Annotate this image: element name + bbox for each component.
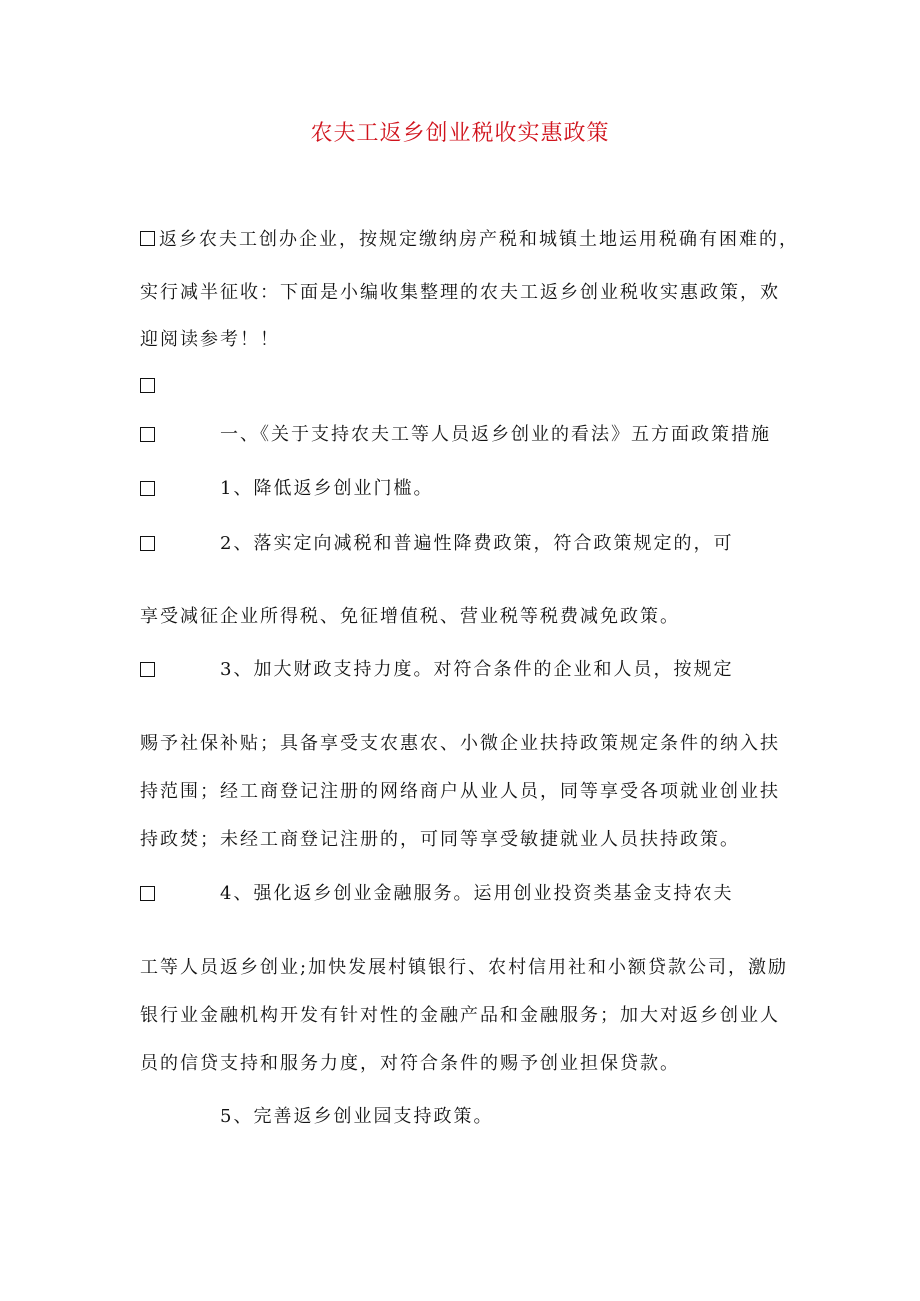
checkbox-glyph: [140, 886, 155, 901]
item-4-line-2: 工等人员返乡创业;加快发展村镇银行、农村信用社和小额贷款公司，激励: [140, 957, 789, 978]
item-3-line-1: 3、加大财政支持力度。对符合条件的企业和人员，按规定: [220, 659, 734, 680]
item-3-line-2: 赐予社保补贴；具备享受支农惠农、小微企业扶持政策规定条件的纳入扶: [140, 733, 780, 754]
checkbox-glyph: [140, 231, 155, 246]
section-heading: 一、《关于支持农夫工等人员返乡创业的看法》五方面政策措施: [220, 424, 771, 445]
item-2-line-1: 2、落实定向减税和普遍性降费政策，符合政策规定的，可: [220, 533, 734, 554]
intro-line-3: 迎阅读参考！！: [140, 329, 280, 350]
item-4-line-4: 员的信贷支持和服务力度，对符合条件的赐予创业担保贷款。: [140, 1053, 680, 1074]
intro-line-1: 返乡农夫工创办企业，按规定缴纳房产税和城镇土地运用税确有困难的，: [140, 227, 799, 253]
document-title: 农夫工返乡创业税收实惠政策: [310, 121, 610, 146]
checkbox-glyph: [140, 481, 155, 496]
item-3-line-3: 持范围；经工商登记注册的网络商户从业人员，同等享受各项就业创业扶: [140, 781, 780, 802]
checkbox-glyph: [140, 427, 155, 442]
checkbox-glyph: [140, 662, 155, 677]
item-5: 5、完善返乡创业园支持政策。: [220, 1106, 494, 1127]
checkbox-glyph: [140, 378, 155, 393]
item-4-line-3: 银行业金融机构开发有针对性的金融产品和金融服务；加大对返乡创业人: [140, 1005, 780, 1026]
item-2-line-2: 享受减征企业所得税、免征增值税、营业税等税费减免政策。: [140, 606, 680, 627]
checkbox-glyph: [140, 536, 155, 551]
intro-line-2: 实行减半征收：下面是小编收集整理的农夫工返乡创业税收实惠政策，欢: [140, 282, 780, 303]
item-4-line-1: 4、强化返乡创业金融服务。运用创业投资类基金支持农夫: [220, 883, 734, 904]
item-1: 1、降低返乡创业门槛。: [220, 478, 434, 499]
item-3-line-4: 持政焚；未经工商登记注册的，可同等享受敏捷就业人员扶持政策。: [140, 829, 740, 850]
